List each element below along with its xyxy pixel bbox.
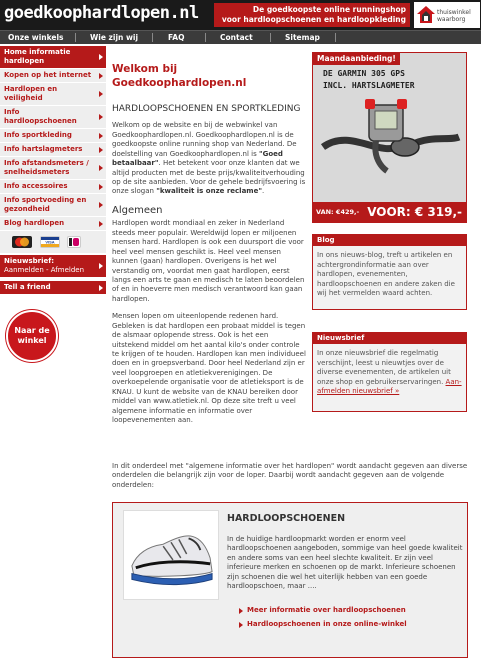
newsletter-box-title: Nieuwsbrief bbox=[313, 333, 466, 344]
naar-de-winkel-button[interactable] bbox=[6, 310, 58, 362]
tell-a-friend-button[interactable] bbox=[0, 281, 106, 295]
gps-watch-image bbox=[321, 97, 461, 177]
sidebar-item-label: Info accessoires bbox=[4, 182, 68, 190]
arrow-right-icon bbox=[99, 133, 103, 139]
sidebar-item-hardloopschoenen[interactable] bbox=[0, 106, 106, 129]
blog-box bbox=[312, 234, 467, 310]
feature-link-info[interactable]: Meer informatie over hardloopschoenen bbox=[247, 606, 406, 615]
sidebar-item-label: Info hartslagmeters bbox=[4, 145, 83, 153]
sidebar-item-accessoires[interactable] bbox=[0, 180, 106, 194]
trust-logo-text-2: waarborg bbox=[437, 16, 466, 23]
intro-paragraph: Welkom op de website en bij de webwinkel van Goedkoophardlopen.nl. Goedkoophardlopen.nl is de goedkoopste online running shop van Nederland. De doelstelling van Goedkoophardlopen.nl is "Goed betaalbaar". Het betekent voor onze klanten dat we altijd producten met de beste prijs/kwaliteitverhouding op de site aanbieden. Voor de gehele bedrijfsvoering is onze slogan "kwaliteit is onze reclame". bbox=[112, 121, 306, 196]
newsletter-separator: - bbox=[43, 266, 51, 274]
nav-sitemap[interactable]: Sitemap bbox=[285, 33, 320, 42]
sidebar-item-label: Info hardloopschoenen bbox=[4, 108, 77, 125]
paragraph-2: Mensen lopen om uiteenlopende redenen hard. Gebleken is dat hardlopen een probaat middel is tegen de alsmaar oplopende stress. Ook is het een uitstekend middel om het aantal kilo's onder controle te krijgen of te houden. Hardlopen kan men individueel doen en in groepsverband. Door heel Nederland zijn er veel loopgroepen en atletiekverenigingen. De overkoepelende organisatie voor de atletieksport is de KNAU. U kunt de website van de KNAU bereiken door middel van www.atletiek.nl. Op deze site treft u veel algemene informatie en informatie over loopevenementen aan. bbox=[112, 312, 306, 425]
sidebar-item-label: Info sportvoeding en gezondheid bbox=[4, 196, 87, 213]
payment-methods bbox=[0, 231, 106, 254]
site-header bbox=[0, 0, 481, 30]
sidebar-item-kopen[interactable] bbox=[0, 69, 106, 83]
newsletter-unsubscribe-link[interactable]: Afmelden bbox=[50, 266, 85, 274]
sidebar-item-label: Kopen op het internet bbox=[4, 71, 92, 79]
sidebar-item-sportkleding[interactable] bbox=[0, 129, 106, 143]
sidebar-item-home[interactable] bbox=[0, 46, 106, 69]
nav-separator bbox=[75, 33, 76, 42]
sidebar-item-label: Home informatie hardlopen bbox=[4, 48, 71, 65]
sidebar-item-label: Info sportkleding bbox=[4, 131, 72, 139]
tagline-line-2: voor hardloopschoenen en hardloopkleding bbox=[221, 15, 406, 24]
page-title: Welkom bij Goedkoophardlopen.nl bbox=[112, 63, 247, 90]
newsletter-subscribe-link[interactable]: Aanmelden bbox=[4, 266, 44, 274]
nav-contact[interactable]: Contact bbox=[220, 33, 253, 42]
tell-a-friend-label: Tell a friend bbox=[4, 283, 51, 291]
arrow-right-icon bbox=[99, 54, 103, 60]
svg-text:VISA: VISA bbox=[45, 239, 55, 245]
arrow-right-icon bbox=[99, 91, 103, 97]
arrow-right-icon bbox=[99, 73, 103, 79]
promo-badge: Maandaanbieding! bbox=[313, 53, 400, 65]
newsletter-sidebar bbox=[0, 255, 106, 278]
sidebar bbox=[0, 46, 106, 295]
new-price: VOOR: € 319,- bbox=[367, 205, 462, 219]
trust-logo-text-1: thuiswinkel bbox=[437, 9, 471, 16]
newsletter-box bbox=[312, 332, 467, 412]
sidebar-item-label: Blog hardlopen bbox=[4, 219, 65, 227]
nav-separator bbox=[205, 33, 206, 42]
newsletter-title: Nieuwsbrief: bbox=[4, 257, 55, 265]
feature-text: In de huidige hardloopmarkt worden er enorm veel hardloopschoenen aangeboden, sommige van heel goede kwaliteit en andere soms van een heel slechte kwaliteit. Er zijn veel inferieure merken en schoenen op de markt. Inferieure schoenen zijn schoenen die wel het uiterlijk hebben van een goede hardloopschoen, maar .... bbox=[227, 535, 463, 591]
blog-box-title[interactable]: Blog bbox=[313, 235, 466, 246]
thuiswinkel-waarborg-logo[interactable] bbox=[414, 2, 480, 28]
arrow-right-icon bbox=[99, 147, 103, 153]
tagline-line-1: De goedkoopste online runningshop bbox=[252, 5, 406, 14]
sidebar-item-veiligheid[interactable] bbox=[0, 83, 106, 106]
mastercard-icon bbox=[12, 236, 32, 248]
arrow-right-icon bbox=[99, 285, 103, 291]
section-title-algemeen: Algemeen bbox=[112, 204, 163, 216]
sidebar-item-label: Info afstandsmeters / snelheidsmeters bbox=[4, 159, 89, 176]
arrow-right-icon bbox=[99, 114, 103, 120]
nav-separator bbox=[270, 33, 271, 42]
site-logo[interactable]: goedkoophardlopen.nl bbox=[4, 3, 199, 23]
old-price: VAN: €429,- bbox=[316, 208, 360, 216]
feature-link-shop[interactable]: Hardloopschoenen in onze online-winkel bbox=[247, 620, 407, 629]
nav-wie-zijn-wij[interactable]: Wie zijn wij bbox=[90, 33, 139, 42]
newsletter-box-text: In onze nieuwsbrief die regelmatig verschijnt, leest u nieuwtjes over de diverse evenementen, de artikelen uit onze shop en gebruikerservaringen. bbox=[317, 349, 451, 386]
arrow-right-icon bbox=[99, 221, 103, 227]
promo-price-bar bbox=[313, 202, 466, 222]
visa-icon bbox=[40, 236, 60, 248]
arrow-right-icon bbox=[99, 263, 103, 269]
sidebar-item-afstandsmeters[interactable] bbox=[0, 157, 106, 180]
ideal-icon bbox=[67, 236, 81, 248]
shop-badge-label: Naar de winkel bbox=[14, 326, 50, 345]
running-shoe-image[interactable] bbox=[123, 510, 219, 600]
sidebar-item-hartslagmeters[interactable] bbox=[0, 143, 106, 157]
arrow-right-icon bbox=[99, 165, 103, 171]
nav-separator bbox=[335, 33, 336, 42]
sidebar-item-blog[interactable] bbox=[0, 217, 106, 231]
arrow-right-icon bbox=[239, 622, 243, 628]
paragraph-3: In dit onderdeel met "algemene informatie over het hardlopen" wordt aandacht gegeven aan diverse onderdelen die belangrijk zijn voor de loper. Daarbij wordt aandacht gegeven aan de volgende onderdelen: bbox=[112, 462, 468, 489]
newsletter-signup-link[interactable]: Aan- afmelden nieuwsbrief » bbox=[317, 377, 462, 396]
arrow-right-icon bbox=[239, 608, 243, 614]
feature-title[interactable]: HARDLOOPSCHOENEN bbox=[227, 513, 346, 524]
promo-banner[interactable] bbox=[312, 52, 467, 223]
site-tagline bbox=[214, 3, 410, 27]
paragraph-1: Hardlopen wordt mondiaal en zeker in Nederland steeds meer populair. Wereldwijd lopen er miljoenen mensen hard. Hardlopen is ook een duursport die voor heel veel mensen geschikt is. Heel veel mensen kunnen (gaan) hardlopen. Overigens is het wel verstandig om, voordat men gaat hardlopen, eerst langs een arts te gaan en medisch te laten beoordelen of en in hoeverre men medisch verantwoord kan gaan hardlopen. bbox=[112, 219, 305, 303]
house-icon bbox=[416, 5, 436, 25]
top-nav bbox=[0, 30, 481, 44]
page-subtitle: HARDLOOPSCHOENEN EN SPORTKLEDING bbox=[112, 104, 301, 115]
promo-title: DE GARMIN 305 GPS INCL. HARTSLAGMETER bbox=[323, 69, 415, 90]
arrow-right-icon bbox=[99, 184, 103, 190]
sidebar-item-sportvoeding[interactable] bbox=[0, 194, 106, 217]
arrow-right-icon bbox=[99, 202, 103, 208]
sidebar-item-label: Hardlopen en veiligheid bbox=[4, 85, 58, 102]
main-content bbox=[112, 62, 307, 426]
nav-faq[interactable]: FAQ bbox=[168, 33, 185, 42]
nav-separator bbox=[152, 33, 153, 42]
feature-hardloopschoenen bbox=[112, 502, 468, 658]
nav-onze-winkels[interactable]: Onze winkels bbox=[8, 33, 64, 42]
blog-box-text: In ons nieuws-blog, treft u artikelen en achtergrondinformatie aan over hardlopen, evenementen, hardloopschoenen en andere zaken die wij het vermelden waard achten. bbox=[317, 251, 455, 298]
